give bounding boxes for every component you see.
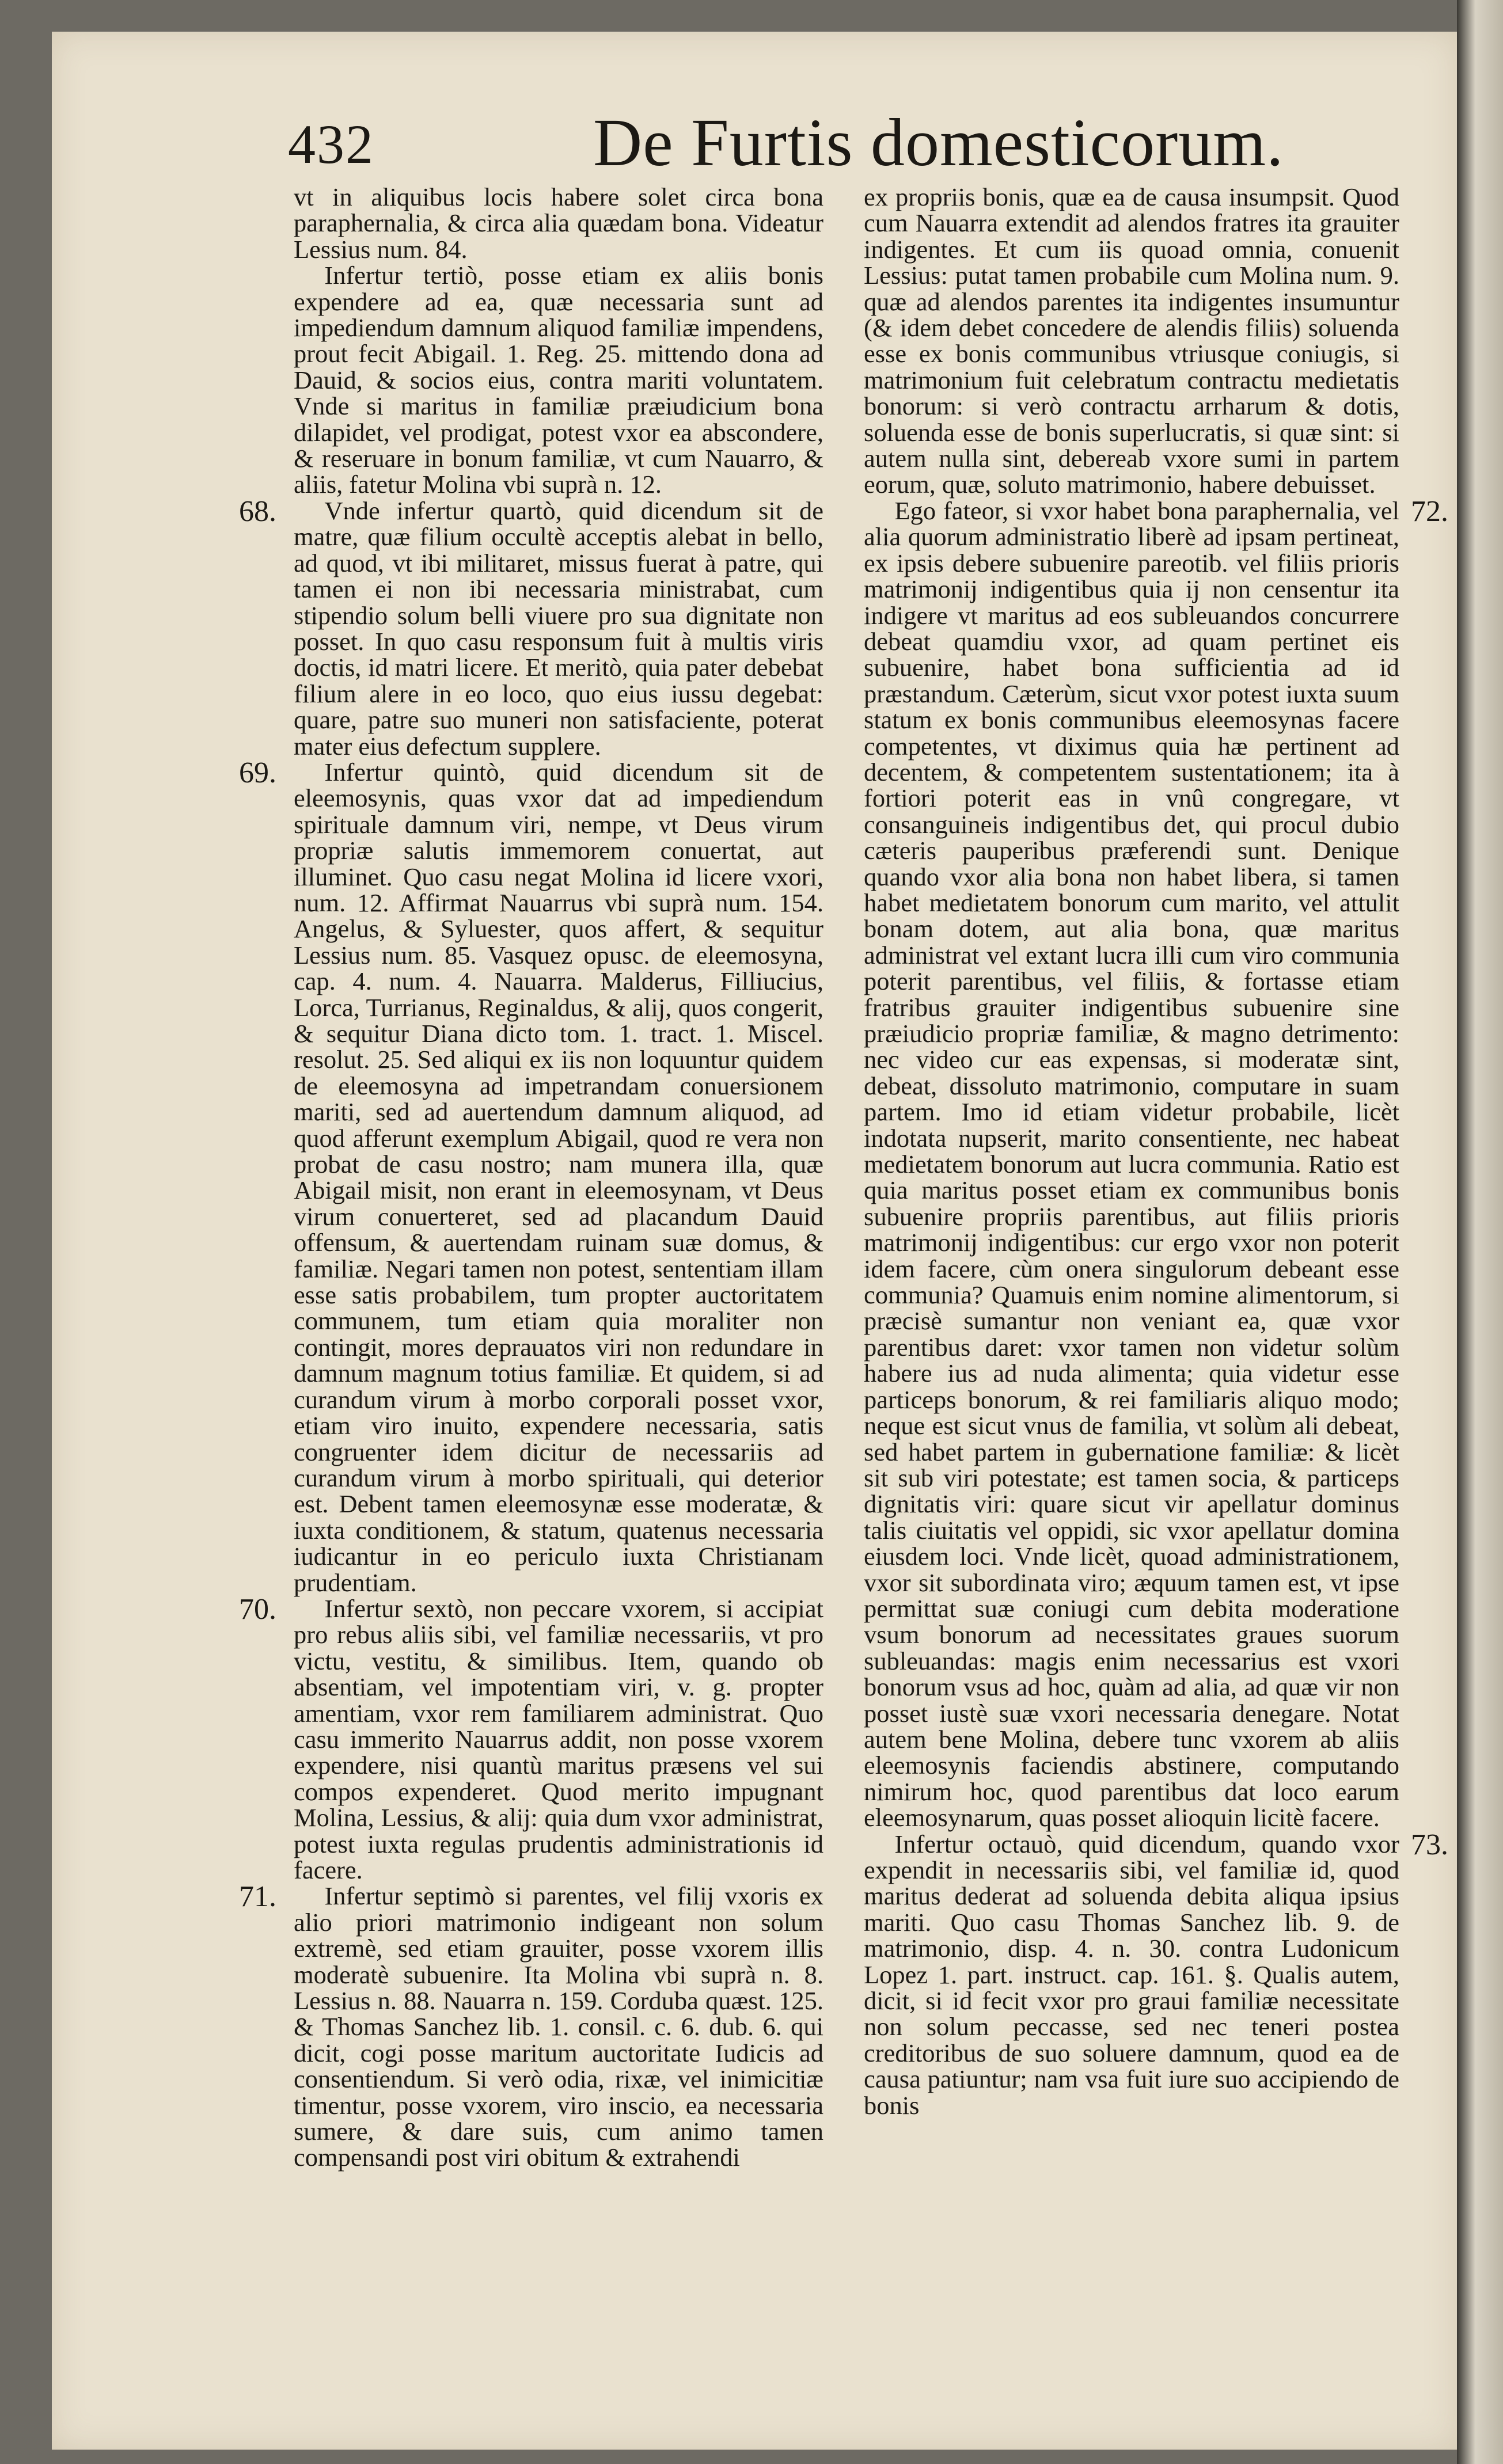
paragraph [864,495,1448,1832]
paragraph [239,1592,823,1884]
paragraph-text: Infertur octauò, quid dicendum, quando vxor expendit in necessariis sibi, vel familiæ id, quod maritus dederat ad soluenda debita aliqua ipsius mariti. Quo casu Thomas Sanchez lib. 9. de matrimonio, disp. 4. n. 30. contra Ludonicum Lopez 1. part. instruct. cap. 161. §. Qualis autem, dicit, si id fecit vxor pro graui familiæ necessitate non solum peccasse, sed nec teneri postea creditoribus de suo soluere damnum, quod ea de causa patiuntur; nam vsa fuit iure suo accipiendo de bonis [864,1829,1399,2120]
paragraph-text: ex propriis bonis, quæ ea de causa insumpsit. Quod cum Nauarra extendit ad alendos fratres ita grauiter indigentes. Et cum iis quoad omnia, conuenit Lessius: putat tamen probabile cum Molina num. 9. quæ ad alendos parentes ita indigentes insumuntur (& idem debet concedere de alendis filiis) soluenda esse ex bonis communibus vtriusque coniugis, si matrimonium fuit celebratum contractu medietatis bonorum: si verò contractu arrharum & dotis, soluenda esse de bonis superlucratis, si quæ sint: si autem nulla sint, debereab vxore sumi in partem eorum, quæ, soluto matrimonio, habere debuisset. [864,182,1399,499]
margin-number: 71. [239,1880,276,1914]
page-header [239,104,1414,187]
paragraph [239,756,823,1597]
margin-number: 69. [239,756,276,789]
left-column [239,182,823,2172]
paragraph-text: Infertur tertiò, posse etiam ex aliis bonis expendere ad ea, quæ necessaria sunt ad impediendum damnum aliquod familiæ impendens, prout fecit Abigail. 1. Reg. 25. mittendo dona ad Dauid, & socios eius, contra mariti voluntatem. Vnde si maritus in familiæ præiudicium bona dilapidet, vel prodigat, potest vxor ea abscondere, & reseruare in bonum familiæ, vt cum Nauarro, & aliis, fatetur Molina vbi suprà n. 12. [294,261,823,499]
paragraph [239,1880,823,2172]
paragraph-text: Ego fateor, si vxor habet bona paraphernalia, vel alia quorum administratio liberè ad ipsam pertineat, ex ipsis debere subuenire pareotib. vel filiis prioris matrimonij indigentibus quia ij non censentur ita indigere vt maritus ad eos subleuandos concurrere debeat quamdiu vxor, ad quam pertinet eis subuenire, habet bona sufficientia ad id præstandum. Cæterùm, sicut vxor potest iuxta suum statum ex bonis communibus eleemosynas facere competentes, vt diximus quia hæ pertinent ad decentem, & competentem sustentationem; ita à fortiori poterit eas in vnû congregare, vt consanguineis indigentibus det, qui procul dubio cæteris pauperibus præferendi sunt. Denique quando vxor alia bona non habet libera, si tamen habet medietatem bonorum cum marito, vel attulit bonam dotem, aut alia bona, quæ maritus administrat vel extant lucra illi cum viro communia poterit parentibus, vel filiis, & fortasse etiam fratribus grauiter indigentibus subuenire sine præiudicio propriæ familiæ, & magno detrimento: nec video cur eas expensas, si moderatæ sint, debeat, dissoluto matrimonio, computare in suam partem. Imo id etiam videtur probabile, licèt indotata nupserit, marito consentiente, nec habeat medietatem bonorum aut lucra communia. Ratio est quia maritus posset etiam ex communibus bonis subuenire propriis parentibus, aut filiis prioris matrimonij indigentibus: cur ergo vxor non poterit idem facere, cùm onera singulorum debeant esse communia? Quamuis enim nomine alimentorum, si præcisè sumantur non veniant ea, quæ vxor parentibus daret: vxor tamen non videtur solùm habere ius ad nuda alimenta; quia videtur esse particeps bonorum, & rei familiaris aliquo modo; neque est sicut vnus de familia, vt solùm ali debeat, sed habet partem in gubernatione familiæ: & licèt sit sub viri potestate; est tamen socia, & particeps dignitatis viri: quare sicut vir apellatur dominus talis ciuitatis vel oppidi, sic vxor apellatur domina eiusdem loci. Vnde licèt, quoad administrationem, vxor sit subordinata viro; æquum tamen est, vt ipse permittat suæ coniugi cum debita moderatione vsum bonorum ad necessitates graues suorum subleuandas: magis enim necessarius est vxori bonorum vsus ad hoc, quàm ad alia, ad quæ vir non posset iustè suæ vxori necessaria denegare. Notat autem bene Molina, debere tunc vxorem ab aliis eleemosynis faciendis abstinere, computando nimirum hoc, quod parentibus dat loco earum eleemosynarum, quas posset alioquin licitè facere. [864,496,1399,1832]
paragraph [239,495,823,761]
paragraph-text: Infertur septimò si parentes, vel filij vxoris ex alio priori matrimonio indigeant non solum extremè, sed etiam grauiter, posse vxorem illis moderatè subuenire. Ita Molina vbi suprà n. 8. Lessius n. 88. Nauarra n. 159. Corduba quæst. 125. & Thomas Sanchez lib. 1. consil. c. 6. dub. 6. qui dicit, cogi posse maritum auctoritate Iudicis ad consentiendum. Si verò odia, rixæ, vel inimicitiæ timentur, posse vxorem, viro inscio, ea necessaria sumere, & dare suis, cum animo tamen compensandi post viri obitum & extrahendi [294,1881,823,2172]
paragraph [864,184,1399,498]
paragraph-text: vt in aliquibus locis habere solet circa bona paraphernalia, & circa alia quædam bona. Videatur Lessius num. 84. [294,182,823,264]
paragraph [864,1828,1448,2120]
page-edge [1457,0,1503,2464]
right-column [864,182,1448,2120]
paragraph-text: Vnde infertur quartò, quid dicendum sit de matre, quæ filium occultè acceptis alebat in bello, ad quod, vt ibi militaret, missus fuerat à patre, qui tamen ei non ibi necessaria ministrabat, cum stipendio solum belli viuere pro sua dignitate non posset. In quo casu responsum fuit à multis viris doctis, id matri licere. Et meritò, quia pater debebat filium alere in eo loco, quo eius iussu degebat: quare, patre suo muneri non satisfaciente, poterat mater eius defectum supplere. [294,496,823,761]
margin-number: 70. [239,1592,276,1626]
paragraph-text: Infertur quintò, quid dicendum sit de eleemosynis, quas vxor dat ad impediendum spirituale damnum viri, nempe, vt Deus virum propriæ salutis immemorem conuertat, aut illuminet. Quo casu negat Molina id licere vxori, num. 12. Affirmat Nauarrus vbi suprà num. 154. Angelus, & Syluester, quos affert, & sequitur Lessius num. 85. Vasquez opusc. de eleemosyna, cap. 4. num. 4. Nauarra. Malderus, Filliucius, Lorca, Turrianus, Reginaldus, & alij, quos congerit, & sequitur Diana dicto tom. 1. tract. 1. Miscel. resolut. 25. Sed aliqui ex iis non loquuntur quidem de eleemosyna ad impetrandam conuersionem mariti, sed ad auertendum damnum aliquod, ad quod afferunt exemplum Abigail, quod re vera non probat de casu nostro; nam munera illa, quæ Abigail misit, non erant in eleemosynam, vt Deus virum conuerteret, sed ad placandum Dauid offensum, & auertendam ruinam suæ domus, & familiæ. Negari tamen non potest, sententiam illam esse satis probabilem, tum propter auctoritatem communem, tum etiam quia moraliter non contingit, mores deprauatos viri non redundare in damnum magnum totius familiæ. Et quidem, si ad curandum virum à morbo corporali posset vxor, etiam viro inuito, expendere necessaria, satis congruenter idem dicitur de necessariis ad curandum virum à morbo spirituali, qui deterior est. Debent tamen eleemosynæ esse moderatæ, & iuxta conditionem, & statum, quatenus necessaria iudicantur in eo periculo iuxta Christianam prudentiam. [294,757,823,1597]
page-number: 432 [288,113,374,175]
paragraph [294,184,823,263]
running-title: De Furtis domesticorum. [593,105,1284,180]
paragraph-text: Infertur sextò, non peccare vxorem, si accipiat pro rebus aliis sibi, vel familiæ necessariis, vt pro victu, vestitu, & similibus. Item, quando ob absentiam, vel impotentiam viri, v. g. propter amentiam, vxor rem familiarem administrat. Quo casu immerito Nauarrus addit, non posse vxorem expendere, nisi quantù maritus præsens vel sui compos expenderet. Quod merito impugnant Molina, Lessius, & alij: quia dum vxor administrat, potest iuxta regulas prudentis administrationis id facere. [294,1594,823,1884]
margin-number: 73. [1411,1828,1448,1861]
margin-number: 68. [239,495,276,528]
paragraph [294,263,823,498]
margin-number: 72. [1411,495,1448,528]
